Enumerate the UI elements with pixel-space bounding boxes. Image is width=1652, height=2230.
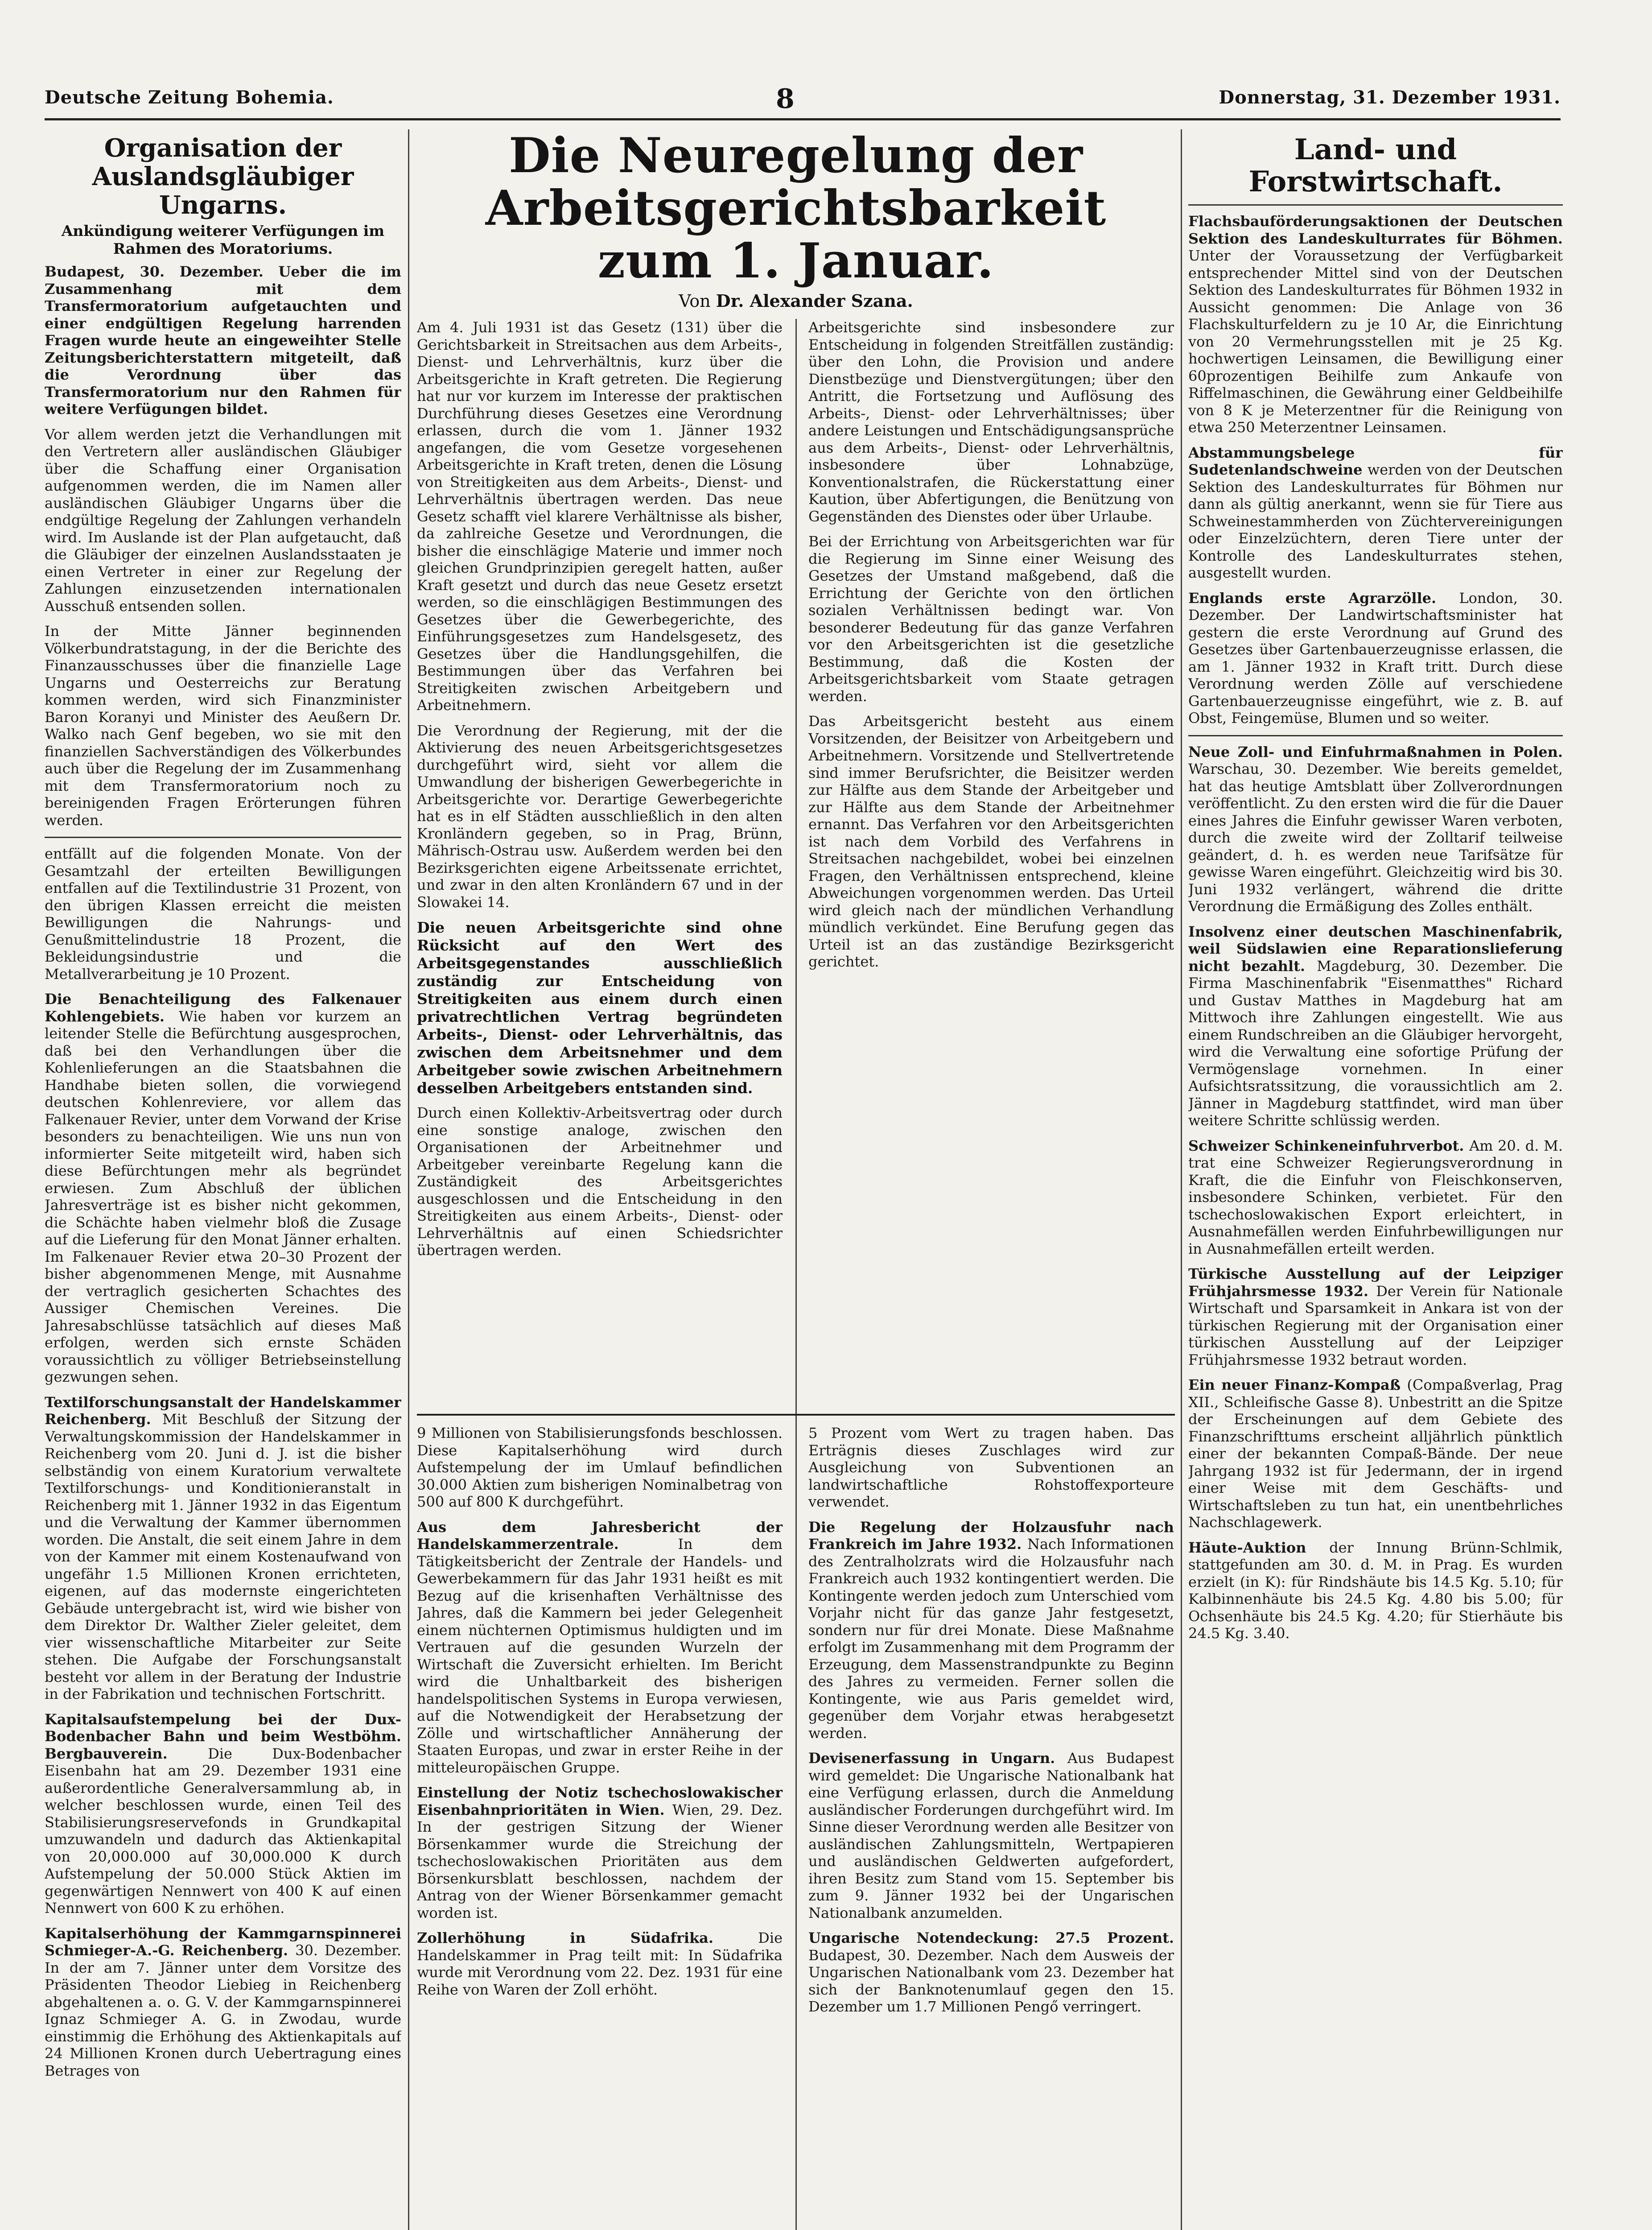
news-item (417, 1784, 783, 1921)
news-item (1188, 743, 1563, 915)
column-rule-1 (408, 129, 409, 2230)
item-text: Warschau, 30. Dezember. Wie bereits gemeldet, hat das heutige Amtsblatt über Zollverordnungen veröffentlicht. Zu den ersten wird die für die Dauer eines Jahres die Einfuhr gewisser Waren verboten, durch die zweite wird der Zolltarif teilweise geändert, d. h. es werden neue Tarifsätze für gewisse Waren eingeführt. Gleichzeitig wird bis 30. Juni 1932 verlängert, während die dritte Verordnung die Ermäßigung des Zolles enthält. (1188, 760, 1563, 915)
paragraph: Bei der Errichtung von Arbeitsgerichten war für die Regierung im Sinne einer Weisung des Gesetzes der Umstand maßgebend, daß die Errichtung der Gerichte von den örtlichen sozialen Verhältnissen bedingt war. Von besonderer Bedeutung für das ganze Verfahren vor den Arbeitsgerichten ist die gesetzliche Bestimmung, daß die Kosten der Arbeitsgerichtsbarkeit vom Staate getragen werden. (808, 533, 1174, 705)
item-heading: Ein neuer Finanz-Kompaß (1188, 1376, 1407, 1393)
item-text: Die Dux-Bodenbacher Eisenbahn hat am 29. Dezember 1931 eine außerordentliche Generalversammlung ab, in welcher beschlossen wurde, einen Teil des Stabilisierungsreservefonds in Grundkapital umzuwandeln und dadurch das Aktienkapital von 20,000.000 auf 30,000.000 K durch Aufstempelung der 50.000 Stück Aktien im gegenwärtigen Nennwert von 400 K auf einen Nennwert von 600 K zu erhöhen. (45, 1745, 401, 1916)
news-item (1188, 1539, 1563, 1642)
main-article-col-b (808, 319, 1174, 979)
column-center (417, 129, 1175, 2230)
item-heading: Neue Zoll- und Einfuhrmaßnahmen in Polen. (1188, 743, 1563, 760)
issue-date: Donnerstag, 31. Dezember 1931. (1219, 87, 1561, 108)
item-heading: Abstammungsbelege für Sudetenlandschweine (1188, 444, 1563, 478)
item-heading: Textilforschungsanstalt der Handelskammer Reichenberg. (45, 1393, 401, 1428)
lower-news-section (417, 1414, 1175, 2230)
item-text: 30. Dezember. In der am 7. Jänner unter dem Vorsitze des Präsidenten Theodor Liebieg in Reichenberg abgehaltenen a. o. G. V. der Kammgarnspinnerei Ignaz Schmieger A. G. in Zwodau, wurde einstimmig die Erhöhung des Aktienkapitals auf 24 Millionen Kronen durch Uebertragung eines Betrages von (45, 1942, 401, 2079)
page-header (45, 83, 1561, 120)
column-left (45, 129, 401, 2230)
item-heading: Türkische Ausstellung auf der Leipziger Frühjahrsmesse 1932. (1188, 1265, 1563, 1300)
item-heading: Insolvenz einer deutschen Maschinenfabrik, weil Südslawien eine Reparationslieferung nicht bezahlt. (1188, 923, 1563, 975)
item-text: Budapest, 30. Dezember. Nach dem Ausweis der Ungarischen Nationalbank vom 23. Dezember hat sich der Banknotenumlauf gegen den 15. Dezember um 1.7 Millionen Pengő verringert. (808, 1946, 1174, 2015)
item-text: Mit Beschluß der Sitzung der Verwaltungskommission der Handelskammer in Reichenberg vom 20. Juni d. J. ist die bisher selbständig von einem Kuratorium verwaltete Textilforschungs- und Konditionieranstalt in Reichenberg mit 1. Jänner 1932 in das Eigentum und die Verwaltung der Kammer übernommen worden. Die Anstalt, die seit einem Jahre in dem von der Kammer mit einem Kostenaufwand von ungefähr 1.5 Millionen Kronen errichteten, eigenen, auf das modernste eingerichteten Gebäude untergebracht ist, wird wie bisher von dem Direktor Dr. Walther Zieler geleitet, dem vier wissenschaftliche Mitarbeiter zur Seite stehen. Die Aufgabe der Forschungsanstalt besteht vor allem in der Beratung der Industrie in der Fabrikation und technischen Fortschritt. (45, 1411, 401, 1702)
paragraph: Durch einen Kollektiv-Arbeitsvertrag oder durch eine sonstige analoge, zwischen den Organisationen der Arbeitnehmer und Arbeitgeber vereinbarte Regelung kann die Zuständigkeit des Arbeitsgerichtes ausgeschlossen und die Entscheidung in den Streitigkeiten aus einem Arbeits-, Dienst- oder Lehrverhältnis auf einen Schiedsrichter übertragen werden. (417, 1104, 783, 1259)
paragraph: 5 Prozent vom Wert zu tragen haben. Das Erträgnis dieses Zuschlages wird zur Ausgleichung von Subventionen an landwirtschaftliche Rohstoffexporteure verwendet. (808, 1425, 1174, 1510)
emphasis-paragraph: Die neuen Arbeitsgerichte sind ohne Rücksicht auf den Wert des Arbeitsgegenstandes ausschließlich zuständig zur Entscheidung von Streitigkeiten aus einem durch einen privatrechtlichen Vertrag begründeten Arbeits-, Dienst- oder Lehrverhältnis, das zwischen dem Arbeitsnehmer und dem Arbeitgeber sowie zwischen Arbeitnehmern desselben Arbeitgebers entstanden sind. (417, 919, 783, 1097)
news-item (1188, 590, 1563, 727)
inner-column-rule (795, 1416, 797, 2230)
news-item (417, 1929, 783, 1998)
item-text: werden von der Deutschen Sektion des Landeskulturrates für Böhmen nur dann als gültig anerkannt, wenn sie für Tiere aus Schweinestammherden von Züchtervereinigungen oder Einzelzüchtern, deren Tiere unter der Kontrolle des Landeskulturrates stehen, ausgestellt wurden. (1188, 461, 1563, 581)
item-text: Aus Budapest wird gemeldet: Die Ungarische Nationalbank hat eine Verfügung erlassen, durch die Anmeldung ausländischer Forderungen durchgeführt wird. Im Sinne dieser Verordnung werden alle Besitzer von ausländischen Zahlungsmitteln, Wertpapieren und ausländischen Geldwerten aufgefordert, ihren Besitz zum Stand vom 15. September bis zum 9. Jänner 1932 bei der Ungarischen Nationalbank anzumelden. (808, 1750, 1174, 1921)
item-heading: Englands erste Agrarzölle. (1188, 589, 1459, 607)
item-heading: Einstellung der Notiz tschechoslowakischer Eisenbahnprioritäten in Wien. (417, 1784, 783, 1818)
item-heading: Devisenerfassung in Ungarn. (808, 1750, 1067, 1767)
item-text: In dem Tätigkeitsbericht der Zentrale der Handels- und Gewerbekammern für das Jahr 1931 heißt es mit Bezug auf die krisenhaften Verhältnisse des Jahres, daß die Kammern bei jeder Gelegenheit einem nüchternen Optimismus huldigten und im Vertrauen auf die gesunden Wurzeln der Wirtschaft die Zuversicht erhielten. Im Bericht wird die Unhaltbarkeit des bisherigen handelspolitischen Systems in Europa verwiesen, auf die Notwendigkeit der Herabsetzung der Zölle und wirtschaftlicher Annäherung der Staaten Europas, und zwar in erster Reihe in der mitteleuropäischen Gruppe. (417, 1536, 783, 1776)
item-heading: Kapitalserhöhung der Kammgarnspinnerei Schmieger-A.-G. Reichenberg. (45, 1924, 401, 1959)
main-headline-line1: Die Neuregelung der Arbeitsgerichtsbarkeit (485, 129, 1107, 236)
item-text: Der Verein für Nationale Wirtschaft und Sparsamkeit in Ankara ist von der türkischen Regierung mit der Organisation einer türkischen Ausstellung auf der Leipziger Frühjahrsmesse 1932 betraut worden. (1188, 1282, 1563, 1368)
news-item (45, 991, 401, 1386)
item-heading: Die Benachteiligung des Falkenauer Kohlengebiets. (45, 991, 401, 1025)
item-heading: Die Regelung der Holzausfuhr nach Frankreich im Jahre 1932. (808, 1518, 1174, 1553)
article-title-auslandsglaeubiger: Organisation der Auslandsgläubiger Ungarns. (92, 133, 354, 220)
lower-col-b (808, 1425, 1174, 2024)
item-text: Nach Informationen des Zentralholzrats wird die Holzausfuhr nach Frankreich auch 1932 kontingentiert werden. Die Kontingente werden jedoch zum Unterschied vom Vorjahr nicht für das ganze Jahr festgesetzt, sondern nur für drei Monate. Diese Maßnahme erfolgt im Zusammenhang mit dem Programm der Erzeugung, dem Massenstrandpunkte zu Beginn des Jahres zu vermeiden. Ferner sollen die Kontingente, wie aus Paris gemeldet wird, gegenüber dem Vorjahr etwas herabgesetzt werden. (808, 1536, 1174, 1742)
news-item (1188, 923, 1563, 1129)
paragraph: 9 Millionen von Stabilisierungsfonds beschlossen. Diese Kapitalserhöhung wird durch Aufstempelung der im Umlauf befindlichen 30.000 Aktien zum bisherigen Nominalbetrag von 500 auf 800 K durchgeführt. (417, 1425, 783, 1510)
news-item (45, 1925, 401, 2080)
news-item (417, 1519, 783, 1776)
dateline: Budapest, 30. Dezember. (45, 263, 279, 280)
lower-col-a (417, 1425, 783, 2006)
intro-text: Ueber die im Zusammenhang mit dem Transfermoratorium aufgetauchten und einer endgültigen Regelung harrenden Fragen wurde heute an eingeweihter Stelle Zeitungsberichterstattern mitgeteilt, daß die Verordnung über das Transfermoratorium nur den Rahmen für weitere Verfügungen bildet. (45, 263, 401, 417)
inner-column-rule (795, 319, 797, 1452)
item-heading: Ungarische Notendeckung: 27.5 Prozent. (808, 1929, 1174, 1946)
news-item (808, 1750, 1174, 1921)
item-heading: Kapitalsaufstempelung bei der Dux-Bodenbacher Bahn und beim Westböhm. Bergbauverein. (45, 1710, 401, 1762)
column-right (1188, 129, 1563, 2230)
main-article-body (417, 319, 1175, 1461)
item-text: London, 30. Dezember. Der Landwirtschaftsminister hat gestern die erste Verordnung auf Grund des Gesetzes über Gartenbauerzeugnisse erlassen, die am 1. Jänner 1932 in Kraft tritt. Durch diese Verordnung werden Zölle auf verschiedene Gartenbauerzeugnisse eingeführt, wie z. B. auf Obst, Feingemüse, Blumen und so weiter. (1188, 589, 1563, 727)
item-text: (Compaßverlag, Prag XII., Schleifische Gasse 8). Unbestritt an die Spitze der Erscheinungen auf dem Gebiete des Finanzschrifttums erscheint alljährlich pünktlich einer der bekannten Compaß-Bände. Der neue Jahrgang 1932 ist für Jedermann, der in irgend einer Weise mit dem Geschäfts- und Wirtschaftsleben zu tun hat, ein unentbehrliches Nachschlagewerk. (1188, 1376, 1563, 1531)
item-heading: Schweizer Schinkeneinfuhrverbot. (1188, 1137, 1470, 1154)
news-item (808, 1519, 1174, 1742)
page-number: 8 (776, 83, 795, 115)
news-item (45, 1394, 401, 1703)
item-heading: Häute-Auktion (1188, 1539, 1330, 1556)
news-item (1188, 1376, 1563, 1531)
paragraph: Vor allem werden jetzt die Verhandlungen mit den Vertretern aller ausländischen Gläubiger über die Schaffung einer Organisation aufgenommen werden, die im Namen aller ausländischen Gläubiger Ungarns über die endgültige Regelung der Zahlungen verhandeln wird. Im Auslande ist der Plan aufgetaucht, daß die Gläubiger der einzelnen Auslandsstaaten je einen Vertreter in einer zur Regelung der Zahlungen einzusetzenden internationalen Ausschuß entsenden sollen. (45, 425, 401, 615)
article-lead (45, 263, 401, 418)
news-item (808, 1929, 1174, 2015)
item-text: der Innung Brünn-Schlmik, stattgefunden am 30. d. M. in Prag. Es wurden erzielt (in K): für Rindshäute bis 14.5 Kg. 5.10; für Kalbinnenhäute bis 24.5 Kg. 4.80 bis 5.00; für Ochsenhäute bis 24.5 Kg. 4.20; für Stierhäute bis 24.5 Kg. 3.40. (1188, 1539, 1563, 1642)
section-title-land-forst: Land- und Forstwirtschaft. (1248, 133, 1503, 198)
item-text: Magdeburg, 30. Dezember. Die Firma Maschinenfabrik "Eisenmatthes" Richard und Gustav Matthes in Magdeburg hat am Mittwoch ihre Zahlungen eingestellt. Wie aus einem Rundschreiben an die Gläubiger hervorgeht, wird die Verwaltung eine sofortige Prüfung der Vermögenslage vornehmen. In einer Aufsichtsratssitzung, die voraussichtlich am 2. Jänner in Magdeburg stattfindet, wird man über weitere Schritte schlüssig werden. (1188, 957, 1563, 1129)
news-item (1188, 1137, 1563, 1258)
divider (1188, 735, 1563, 736)
newspaper-name: Deutsche Zeitung Bohemia. (45, 87, 334, 108)
paragraph: Die Verordnung der Regierung, mit der die Aktivierung des neuen Arbeitsgerichtsgesetzes durchgeführt wird, sieht vor allem die Umwandlung der bisherigen Gewerbegerichte in Arbeitsgerichte vor. Derartige Gewerbegerichte hat es in elf Städten ausschließlich in den alten Kronländern gegeben, so in Prag, Brünn, Mährisch-Ostrau usw. Außerdem werden bei den Bezirksgerichten eigene Arbeitssenate errichtet, und zwar in den alten Kronländern 67 und in der Slowakei 14. (417, 722, 783, 911)
byline-prefix: Von (679, 291, 711, 311)
paragraph: Am 4. Juli 1931 ist das Gesetz (131) über die Gerichtsbarkeit in Streitsachen aus dem Arbeits-, Dienst- und Lehrverhältnis, kurz über die Arbeitsgerichte in Kraft getreten. Die Regierung hat nur vor kurzem im Interesse der praktischen Durchführung dieses Gesetzes eine Verordnung erlassen, durch die vom 1. Jänner 1932 angefangen, die vom Gesetze vorgesehenen Arbeitsgerichte in Kraft treten, denen die Lösung von Streitigkeiten aus dem Arbeits-, Dienst- und Lehrverhältnis übertragen werden. Das neue Gesetz schafft viel klarere Verhältnisse als bisher, da zahlreiche Gesetze und Verordnungen, die bisher die einschlägige Materie und immer noch gleichen Grundprinzipien geregelt hatten, außer Kraft gesetzt und durch das neue Gesetz ersetzt werden, so die einschlägigen Bestimmungen des Gesetzes über die Gewerbegerichte, des Einführungsgesetzes zum Handelsgesetz, des Gesetzes über die Handlungsgehilfen, die Bestimmungen über das Verfahren bei Streitigkeiten zwischen Arbeitgebern und Arbeitnehmern. (417, 319, 783, 714)
item-text: Wien, 29. Dez. In der gestrigen Sitzung der Wiener Börsenkammer wurde die Streichung der tschechoslowakischen Prioritäten aus dem Börsenkursblatt beschlossen, nachdem der Antrag von der Wiener Börsenkammer gemacht worden ist. (417, 1801, 783, 1921)
paragraph: entfällt auf die folgenden Monate. Von der Gesamtzahl der erteilten Bewilligungen entfallen auf die Textilindustrie 31 Prozent, von den übrigen Klassen erreicht die meisten Bewilligungen die Nahrungs- und Genußmittelindustrie 18 Prozent, die Bekleidungsindustrie und die Metallverarbeitung je 10 Prozent. (45, 845, 401, 983)
news-item (45, 1711, 401, 1917)
item-heading: Zollerhöhung in Südafrika. (417, 1929, 758, 1946)
paragraph: Arbeitsgerichte sind insbesondere zur Entscheidung in folgenden Streitfällen zuständig: über den Lohn, die Provision und andere Dienstbezüge und Dienstvergütungen; über den Antritt, die Fortsetzung und Auflösung des Arbeits-, Dienst- oder Lehrverhältnisses; über andere Leistungen und Entschädigungsansprüche aus dem Arbeits-, Dienst- oder Lehrverhältnis, insbesondere über Lohnabzüge, Konventionalstrafen, die Rückerstattung einer Kaution, über Abfertigungen, die Benützung von Gegenständen des Dienstes oder über Urlaube. (808, 319, 1174, 525)
news-item (1188, 444, 1563, 582)
paragraph: In der Mitte Jänner beginnenden Völkerbundratstagung, in der die Berichte des Finanzausschusses über die finanzielle Lage Ungarns und Oesterreichs zur Beratung kommen werden, wird sich Finanzminister Baron Koranyi und Minister des Aeußern Dr. Walko nach Genf begeben, wo sie mit den finanziellen Sachverständigen des Völkerbundes auch über die Regelung der im Zusammenhang mit dem Transfermoratorium noch zu bereinigenden Fragen Erörterungen führen werden. (45, 623, 401, 829)
item-heading: Flachsbauförderungsaktionen der Deutschen Sektion des Landeskulturrates für Böhmen. (1188, 213, 1563, 247)
divider (1188, 204, 1563, 206)
column-rule-2 (1181, 129, 1182, 2230)
item-heading: Aus dem Jahresbericht der Handelskammerzentrale. (417, 1518, 783, 1553)
main-headline-line2: zum 1. Januar. (597, 233, 994, 289)
byline-author: Dr. Alexander Szana. (716, 291, 913, 311)
byline (417, 291, 1175, 311)
item-text: Die Handelskammer in Prag teilt mit: In Südafrika wurde mit Verordnung vom 22. Dez. 1931 für eine Reihe von Waren der Zoll erhöht. (417, 1929, 783, 1998)
news-item (1188, 1265, 1563, 1368)
main-article-col-a (417, 319, 783, 1267)
news-item (1188, 213, 1563, 436)
paragraph: Das Arbeitsgericht besteht aus einem Vorsitzenden, der Beisitzer von Arbeitgebern und Arbeitnehmern. Vorsitzende und Stellvertretende sind immer Berufsrichter, die Beisitzer werden zur Hälfte aus dem Stande der Arbeitgeber und zur Hälfte aus dem Stande der Arbeitnehmer ernannt. Das Verfahren vor den Arbeitsgerichten ist nach dem Vorbild des Verfahrens in Streitsachen nachgebildet, wobei bei einzelnen Fragen, den Verhältnissen entsprechend, kleine Abweichungen vorgenommen werden. Das Urteil wird gleich nach der mündlichen Verhandlung mündlich verkündet. Eine Berufung gegen das Urteil ist an das zuständige Bezirksgericht gerichtet. (808, 713, 1174, 970)
item-text: Wie haben vor kurzem an leitender Stelle die Befürchtung ausgesprochen, daß bei den Verhandlungen über die Kohlenlieferungen an die Staatsbahnen die Handhabe bieten sollen, die vorwiegend deutschen Kohlenreviere, vor allem das Falkenauer Revier, unter dem Vorwand der Krise besonders zu benachteiligen. Wie uns nun von informierter Seite mitgeteilt wird, haben sich diese Befürchtungen mehr als begründet erwiesen. Zum Abschluß der üblichen Jahresverträge ist es bisher nicht gekommen, die Schächte haben vielmehr bloß die Zusage auf die Lieferung für den Monat Jänner erhalten. Im Falkenauer Revier etwa 20–30 Prozent der bisher abgenommenen Menge, mit Ausnahme der vertraglich gesicherten Schachtes des Aussiger Chemischen Vereines. Die Jahresabschlüsse tatsächlich auf dieses Maß erfolgen, werden sich ernste Schäden voraussichtlich zu völliger Betriebseinstellung gezwungen sehen. (45, 1008, 401, 1385)
item-text: Unter der Voraussetzung der Verfügbarkeit entsprechender Mittel sind von der Deutschen Sektion des Landeskulturrates für Böhmen 1932 in Aussicht genommen: Die Anlage von 36 Flachskulturfeldern zu je 10 Ar, die Einrichtung von 20 Vermehrungsstellen mit je 25 Kg. hochwertigen Leinsamen, die Bewilligung einer 60prozentigen Beihilfe zum Ankaufe von Riffelmaschinen, die Gewährung einer Geldbeihilfe von 8 K je Meterzentner für die Reinigung von etwa 250 Meterzentner Leinsamen. (1188, 247, 1563, 436)
article-subtitle: Ankündigung weiterer Verfügungen im Rahmen des Moratoriums. (61, 222, 385, 257)
divider (45, 837, 401, 838)
item-text: Am 20. d. M. trat eine Schweizer Regierungsverordnung in Kraft, die die Einfuhr von Fleischkonserven, insbesondere Schinken, verbietet. Für den tschechoslowakischen Export erleichtert, in Ausnahmefällen werden Einfuhrbewilligungen nur in Ausnahmefällen erteilt werden. (1188, 1137, 1563, 1257)
